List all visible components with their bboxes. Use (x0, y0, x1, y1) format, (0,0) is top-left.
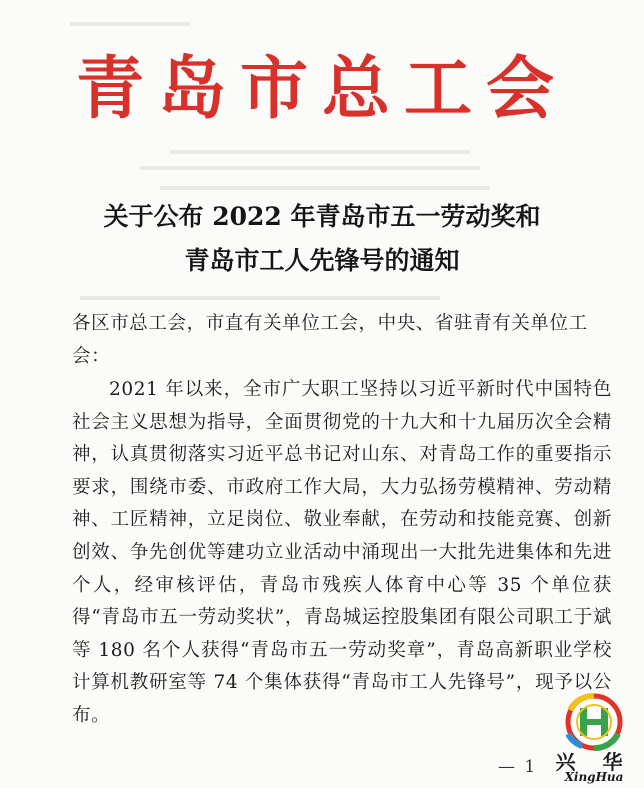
bleed-through-line (80, 296, 440, 300)
watermark-subtitle: XingHua (564, 770, 624, 784)
bleed-through-line (140, 166, 480, 170)
salutation: 各区市总工会，市直有关单位工会，中央、省驻青有关单位工会： (72, 313, 588, 367)
bleed-through-line (170, 150, 470, 154)
page-number: — 1 (498, 757, 538, 777)
document-title-line-2: 青岛市工人先锋号的通知 (184, 246, 460, 275)
watermark-name: 兴 华 (555, 750, 633, 774)
document-title-line-1: 关于公布 2022 年青岛市五一劳动奖和 (103, 202, 541, 231)
body-paragraph: 2021 年以来，全市广大职工坚持以习近平新时代中国特色社会主义思想为指导，全面贯彻党的十九大和十九届历次全会精神，认真贯彻落实习近平总书记对山东、对青岛工作的重要指示要求，围绕市委、市政府工作大局，大力弘扬劳模精神、劳动精神、工匠精神，立足岗位、敬业奉献，在劳动和技能竞赛、创新创效、争先创优等建功立业活动中涌现出一大批先进集体和先进个人，经审核评估，青岛市残疾人体育中心等 35 个单位获得“青岛市五一劳动奖状”，青岛城运控股集团有限公司职工于斌等 180 名个人获得“青岛市五一劳动奖章”，青岛高新职业学校计算机教研室等 74 个集体获得“青岛市工人先锋号”，现予以公布。 (72, 379, 612, 726)
bleed-through-line (70, 22, 190, 26)
masthead-title: 青岛市总工会 (75, 49, 568, 129)
bleed-through-line (160, 186, 490, 190)
